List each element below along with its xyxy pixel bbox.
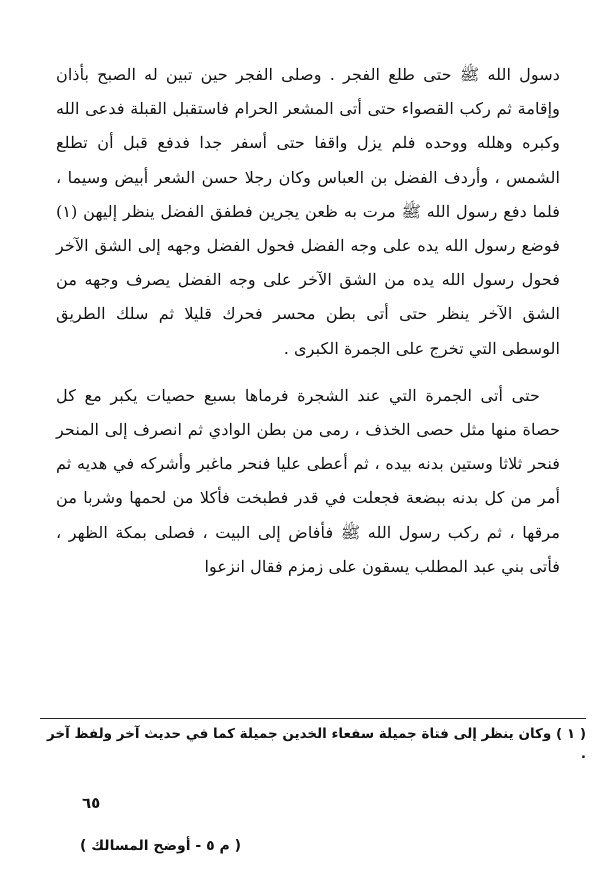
footnote: ( ١ ) وكان ينظر إلى فتاة جميلة سفعاء الخدين جميلة كما في حديث آخر ولفظ آخر . (46, 726, 586, 762)
printer-signature: ( م ٥ - أوضح المسالك ) (80, 838, 242, 854)
paragraph-1: دسول الله ﷺ حتى طلع الفجر . وصلى الفجر حين تبين له الصبح بأذان وإقامة ثم ركب القصواء حتى أتى المشعر الحرام فاستقبل القبلة فدعى الله وكبره وهلله ووحده فلم يزل واقفا حتى أسفر جدا فدفع قبل أن تطلع الشمس ، وأردف الفضل بن العباس وكان رجلا حسن الشعر أبيض وسيما ، فلما دفع رسول الله ﷺ مرت به ظعن يجرين فطفق الفضل ينظر إليهن (١) فوضع رسول الله يده على وجه الفضل فحول الفضل وجهه إلى الشق الآخر فحول رسول الله يده من الشق الآخر على وجه الفضل يصرف وجهه من الشق الآخر ينظر حتى أتى بطن محسر فحرك قليلا ثم سلك الطريق الوسطى التي تخرج على الجمرة الكبرى . (56, 65, 560, 358)
main-text-body (56, 58, 560, 584)
page-number: ٦٥ (82, 794, 101, 812)
paragraph-2: حتى أتى الجمرة التي عند الشجرة فرماها بسبع حصيات يكبر مع كل حصاة منها مثل حصى الخذف ، رمى من بطن الوادي ثم انصرف إلى المنحر فنحر ثلاثا وستين بدنه بيده ، ثم أعطى عليا فنحر ماغبر وأشركه في هديه ثم أمر من كل بدنه ببضعة فجعلت في قدر فطبخت فأكلا من لحمها وشربا من مرقها ، ثم ركب رسول الله ﷺ فأفاض إلى البيت ، فصلى بمكة الظهر ، فأتى بني عبد المطلب يسقون على زمزم فقال انزعوا (56, 385, 560, 576)
footnote-divider (40, 718, 586, 719)
